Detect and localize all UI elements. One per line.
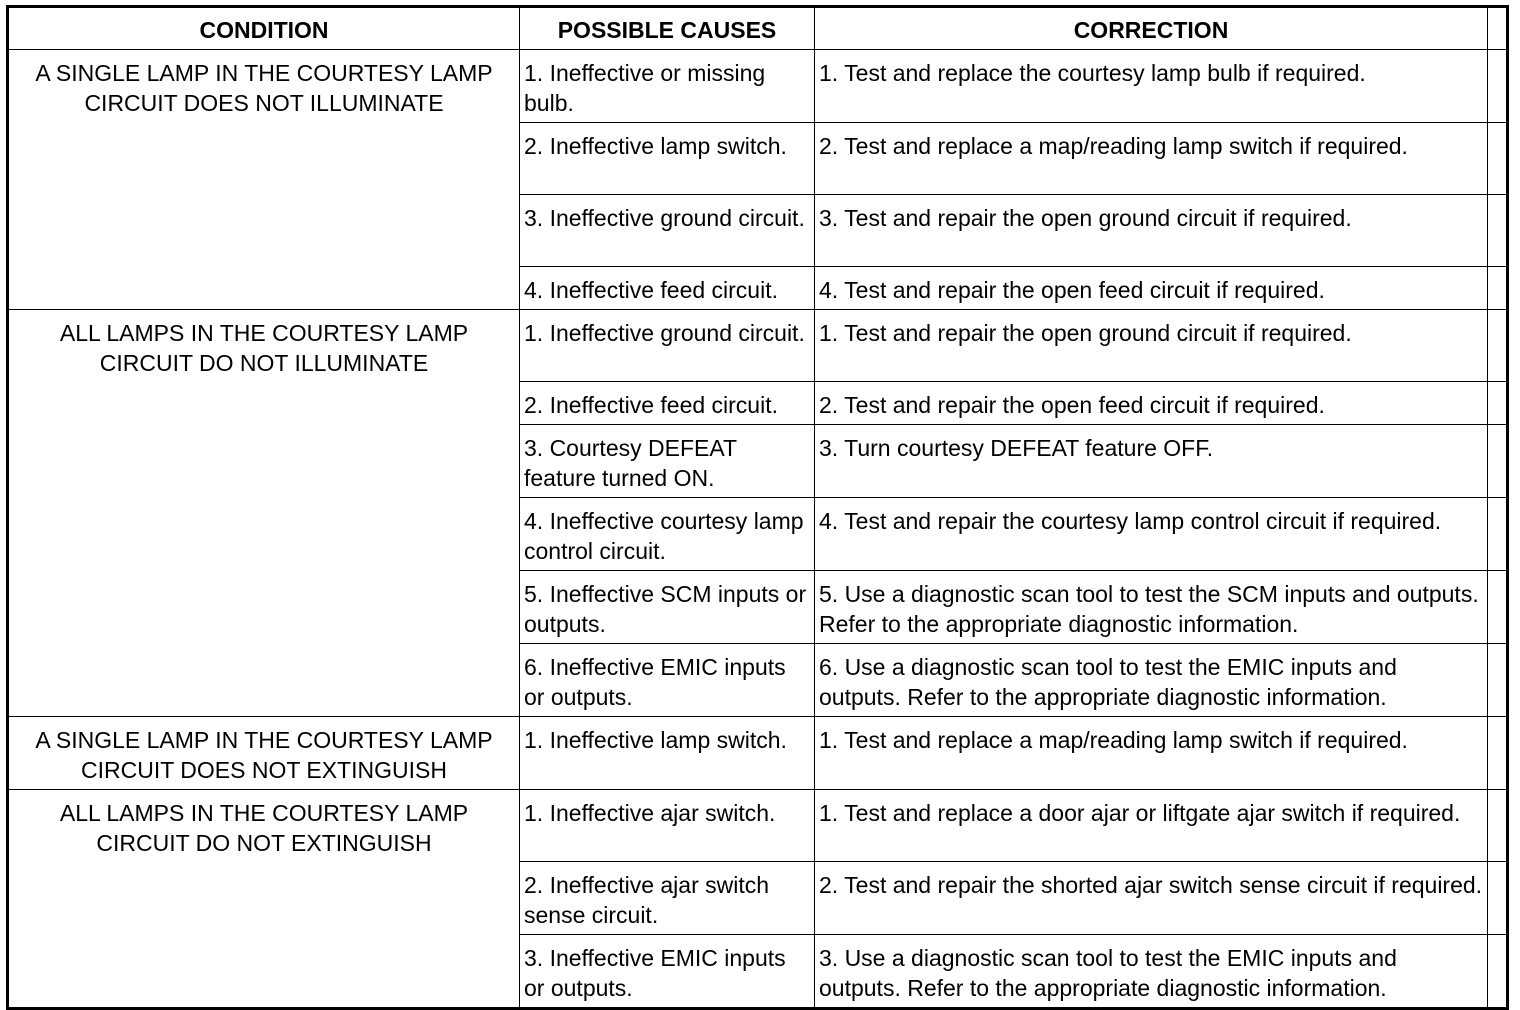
margin-cell [1488,123,1508,195]
correction-cell: 4. Test and repair the courtesy lamp control circuit if required. [815,498,1488,571]
condition-cell: A SINGLE LAMP IN THE COURTESY LAMP CIRCUIT DOES NOT EXTINGUISH [8,717,520,790]
table-row [8,50,1508,123]
margin-cell [1488,382,1508,425]
margin-cell [1488,862,1508,935]
correction-cell: 6. Use a diagnostic scan tool to test the EMIC inputs and outputs. Refer to the appropriate diagnostic information. [815,644,1488,717]
condition-cell: ALL LAMPS IN THE COURTESY LAMP CIRCUIT DO NOT EXTINGUISH [8,790,520,1009]
correction-cell: 1. Test and repair the open ground circuit if required. [815,310,1488,382]
condition-cell: ALL LAMPS IN THE COURTESY LAMP CIRCUIT DO NOT ILLUMINATE [8,310,520,717]
header-margin-cell [1488,7,1508,50]
correction-cell: 3. Use a diagnostic scan tool to test the EMIC inputs and outputs. Refer to the appropriate diagnostic information. [815,935,1488,1009]
header-possible-causes: POSSIBLE CAUSES [520,7,815,50]
cause-cell: 3. Courtesy DEFEAT feature turned ON. [520,425,815,498]
cause-cell: 6. Ineffective EMIC inputs or outputs. [520,644,815,717]
margin-cell [1488,195,1508,267]
cause-cell: 1. Ineffective or missing bulb. [520,50,815,123]
cause-cell: 5. Ineffective SCM inputs or outputs. [520,571,815,644]
correction-cell: 2. Test and replace a map/reading lamp switch if required. [815,123,1488,195]
margin-cell [1488,310,1508,382]
correction-cell: 4. Test and repair the open feed circuit if required. [815,267,1488,310]
margin-cell [1488,50,1508,123]
cause-cell: 2. Ineffective lamp switch. [520,123,815,195]
correction-cell: 3. Test and repair the open ground circuit if required. [815,195,1488,267]
correction-cell: 1. Test and replace a map/reading lamp switch if required. [815,717,1488,790]
margin-cell [1488,425,1508,498]
cause-cell: 1. Ineffective ground circuit. [520,310,815,382]
diagnosis-table [6,5,1509,1010]
correction-cell: 1. Test and replace the courtesy lamp bulb if required. [815,50,1488,123]
cause-cell: 1. Ineffective ajar switch. [520,790,815,862]
cause-cell: 4. Ineffective courtesy lamp control circuit. [520,498,815,571]
margin-cell [1488,571,1508,644]
header-row [8,7,1508,50]
margin-cell [1488,717,1508,790]
condition-cell: A SINGLE LAMP IN THE COURTESY LAMP CIRCUIT DOES NOT ILLUMINATE [8,50,520,310]
correction-cell: 5. Use a diagnostic scan tool to test the SCM inputs and outputs. Refer to the appropriate diagnostic information. [815,571,1488,644]
margin-cell [1488,790,1508,862]
table-row [8,717,1508,790]
cause-cell: 3. Ineffective ground circuit. [520,195,815,267]
cause-cell: 2. Ineffective feed circuit. [520,382,815,425]
correction-cell: 2. Test and repair the open feed circuit if required. [815,382,1488,425]
table-row [8,790,1508,862]
correction-cell: 1. Test and replace a door ajar or liftgate ajar switch if required. [815,790,1488,862]
cause-cell: 2. Ineffective ajar switch sense circuit. [520,862,815,935]
header-correction: CORRECTION [815,7,1488,50]
margin-cell [1488,267,1508,310]
table-row [8,310,1508,382]
cause-cell: 4. Ineffective feed circuit. [520,267,815,310]
cause-cell: 1. Ineffective lamp switch. [520,717,815,790]
correction-cell: 3. Turn courtesy DEFEAT feature OFF. [815,425,1488,498]
correction-cell: 2. Test and repair the shorted ajar switch sense circuit if required. [815,862,1488,935]
cause-cell: 3. Ineffective EMIC inputs or outputs. [520,935,815,1009]
margin-cell [1488,644,1508,717]
header-condition: CONDITION [8,7,520,50]
margin-cell [1488,498,1508,571]
margin-cell [1488,935,1508,1009]
